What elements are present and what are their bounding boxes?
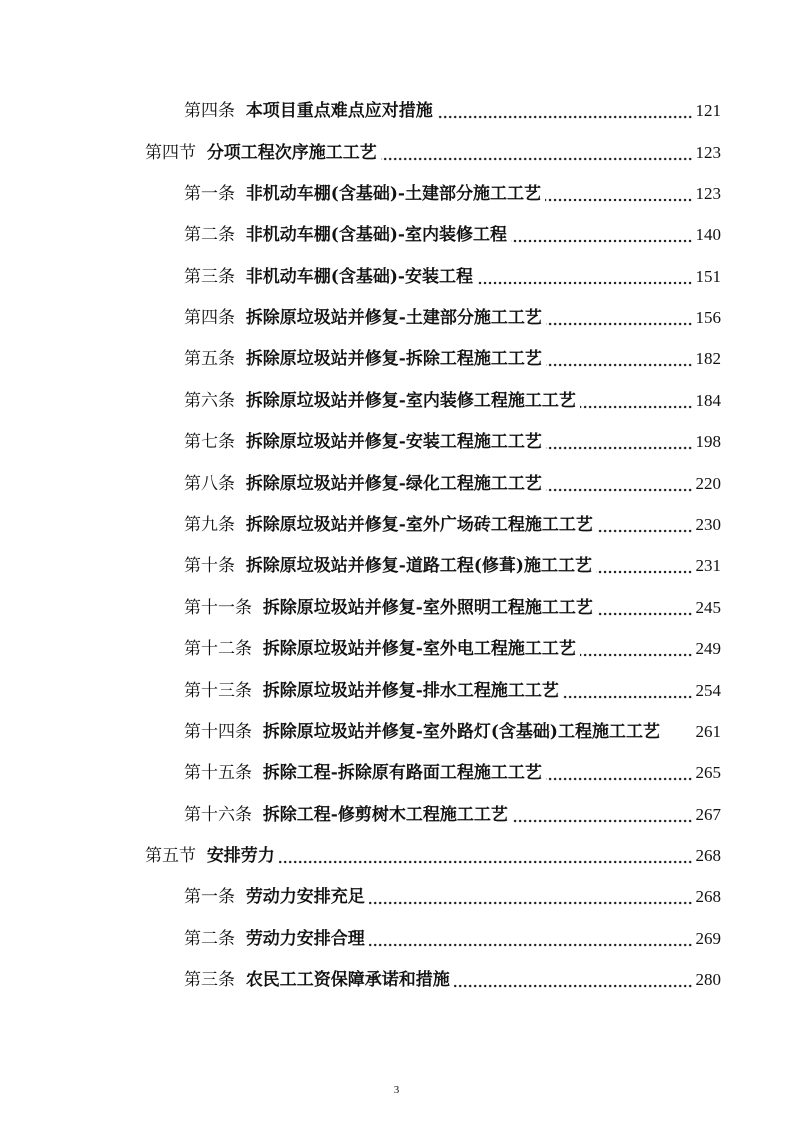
toc-entry-title: 拆除原垃圾站并修复-道路工程(修葺)施工工艺 (245, 556, 592, 576)
toc-entry-title: 拆除原垃圾站并修复-拆除工程施工工艺 (245, 349, 542, 369)
dot-leader (580, 636, 693, 662)
toc-page-number: 268 (695, 887, 721, 906)
toc-entry[interactable] (0, 264, 793, 290)
dot-leader (437, 98, 693, 124)
toc-entry-title: 劳动力安排充足 (245, 887, 365, 907)
toc-page-number: 198 (695, 432, 721, 451)
toc-entry-label: 第二条 (184, 225, 235, 245)
toc-entry[interactable] (0, 884, 793, 910)
toc-entry[interactable] (0, 760, 793, 786)
dot-leader (279, 843, 693, 869)
toc-entry-label: 第十条 (184, 556, 235, 576)
toc-entry[interactable] (0, 346, 793, 372)
toc-entry-title: 拆除原垃圾站并修复-室外照明工程施工工艺 (262, 598, 593, 618)
toc-entry-title: 非机动车棚(含基础)-安装工程 (245, 267, 473, 287)
toc-entry[interactable] (0, 305, 793, 331)
toc-entry[interactable] (0, 636, 793, 662)
toc-page-number: 156 (695, 308, 721, 327)
toc-entry-title: 拆除原垃圾站并修复-室外电工程施工工艺 (262, 639, 576, 659)
toc-entry-label: 第五节 (145, 846, 196, 866)
dot-leader (563, 678, 693, 704)
dot-leader (369, 926, 693, 952)
toc-page-number: 261 (695, 722, 721, 741)
dot-leader (512, 802, 693, 828)
toc-entry-title: 农民工工资保障承诺和措施 (245, 970, 450, 990)
toc-page-number: 231 (695, 556, 721, 575)
toc-page-number: 123 (695, 184, 721, 203)
toc-entry-title: 劳动力安排合理 (245, 929, 365, 949)
toc-entry[interactable] (0, 802, 793, 828)
toc-page-number: 245 (695, 598, 721, 617)
toc-entry-title: 非机动车棚(含基础)-室内装修工程 (245, 225, 507, 245)
toc-entry-label: 第一条 (184, 184, 235, 204)
toc-page-number: 269 (695, 929, 721, 948)
toc-entry-title: 拆除工程-修剪树木工程施工工艺 (262, 805, 508, 825)
toc-entry[interactable] (0, 595, 793, 621)
toc-entry-label: 第十五条 (184, 763, 252, 783)
toc-entry-label: 第五条 (184, 349, 235, 369)
toc-entry[interactable] (0, 678, 793, 704)
toc-entry-label: 第十二条 (184, 639, 252, 659)
dot-leader (381, 140, 693, 166)
dot-leader (511, 222, 693, 248)
dot-leader (477, 264, 693, 290)
toc-entry[interactable] (0, 98, 793, 124)
dot-leader (546, 346, 693, 372)
toc-entry-title: 拆除原垃圾站并修复-绿化工程施工工艺 (245, 474, 542, 494)
toc-page-number: 249 (695, 639, 721, 658)
toc-entry-title: 拆除工程-拆除原有路面工程施工工艺 (262, 763, 542, 783)
toc-entry-title: 拆除原垃圾站并修复-室内装修工程施工工艺 (245, 391, 576, 411)
toc-entry[interactable] (0, 429, 793, 455)
dot-leader (454, 967, 693, 993)
dot-leader (580, 388, 693, 414)
toc-entry[interactable] (0, 222, 793, 248)
toc-entry-label: 第七条 (184, 432, 235, 452)
toc-page-number: 151 (695, 267, 721, 286)
dot-leader (546, 429, 693, 455)
toc-page-number: 268 (695, 846, 721, 865)
toc-entry-label: 第二条 (184, 929, 235, 949)
toc-entry-label: 第六条 (184, 391, 235, 411)
toc-entry-label: 第十四条 (184, 722, 252, 742)
toc-entry-label: 第十六条 (184, 805, 252, 825)
toc-entry-label: 第四条 (184, 308, 235, 328)
toc-entry-title: 拆除原垃圾站并修复-室外广场砖工程施工工艺 (245, 515, 593, 535)
toc-entry[interactable] (0, 471, 793, 497)
toc-entry-label: 第四条 (184, 101, 235, 121)
dot-leader (597, 595, 693, 621)
toc-page-number: 265 (695, 763, 721, 782)
toc-page-number: 267 (695, 805, 721, 824)
toc-entry-title: 拆除原垃圾站并修复-土建部分施工工艺 (245, 308, 542, 328)
toc-page-number: 121 (695, 101, 721, 120)
toc-entry-title: 拆除原垃圾站并修复-排水工程施工工艺 (262, 681, 559, 701)
toc-page-number: 220 (695, 474, 721, 493)
dot-leader (546, 305, 693, 331)
toc-entry-title: 拆除原垃圾站并修复-安装工程施工工艺 (245, 432, 542, 452)
toc-entry-title: 安排劳力 (206, 846, 275, 866)
toc-page-number: 254 (695, 681, 721, 700)
toc-entry-title: 分项工程次序施工工艺 (206, 143, 377, 163)
toc-entry[interactable] (0, 926, 793, 952)
toc-entry[interactable] (0, 843, 793, 869)
dot-leader (596, 553, 693, 579)
page-number: 3 (393, 1084, 400, 1096)
toc-entry[interactable] (0, 719, 793, 745)
toc-page-number: 184 (695, 391, 721, 410)
toc-entry-label: 第八条 (184, 474, 235, 494)
toc-entry[interactable] (0, 388, 793, 414)
toc-entry-label: 第十三条 (184, 681, 252, 701)
toc-entry-title: 本项目重点难点应对措施 (245, 101, 433, 121)
toc-page-number: 280 (695, 970, 721, 989)
dot-leader (369, 884, 693, 910)
toc-page-number: 140 (695, 225, 721, 244)
toc-entry[interactable] (0, 512, 793, 538)
toc-entry[interactable] (0, 140, 793, 166)
toc-entry[interactable] (0, 553, 793, 579)
toc-entry-label: 第四节 (145, 143, 196, 163)
toc-entry-label: 第三条 (184, 267, 235, 287)
toc-entry[interactable] (0, 181, 793, 207)
toc-entry-title: 拆除原垃圾站并修复-室外路灯(含基础)工程施工工艺 (262, 722, 660, 742)
toc-entry-label: 第一条 (184, 887, 235, 907)
toc-page-number: 230 (695, 515, 721, 534)
toc-entry-title: 非机动车棚(含基础)-土建部分施工工艺 (245, 184, 541, 204)
dot-leader (546, 471, 693, 497)
toc-page-number: 182 (695, 349, 721, 368)
toc-entry[interactable] (0, 967, 793, 993)
toc-entry-label: 第三条 (184, 970, 235, 990)
dot-leader (597, 512, 693, 538)
toc-page-number: 123 (695, 143, 721, 162)
dot-leader (546, 760, 693, 786)
toc-entry-label: 第十一条 (184, 598, 252, 618)
dot-leader (545, 181, 693, 207)
toc-entry-label: 第九条 (184, 515, 235, 535)
